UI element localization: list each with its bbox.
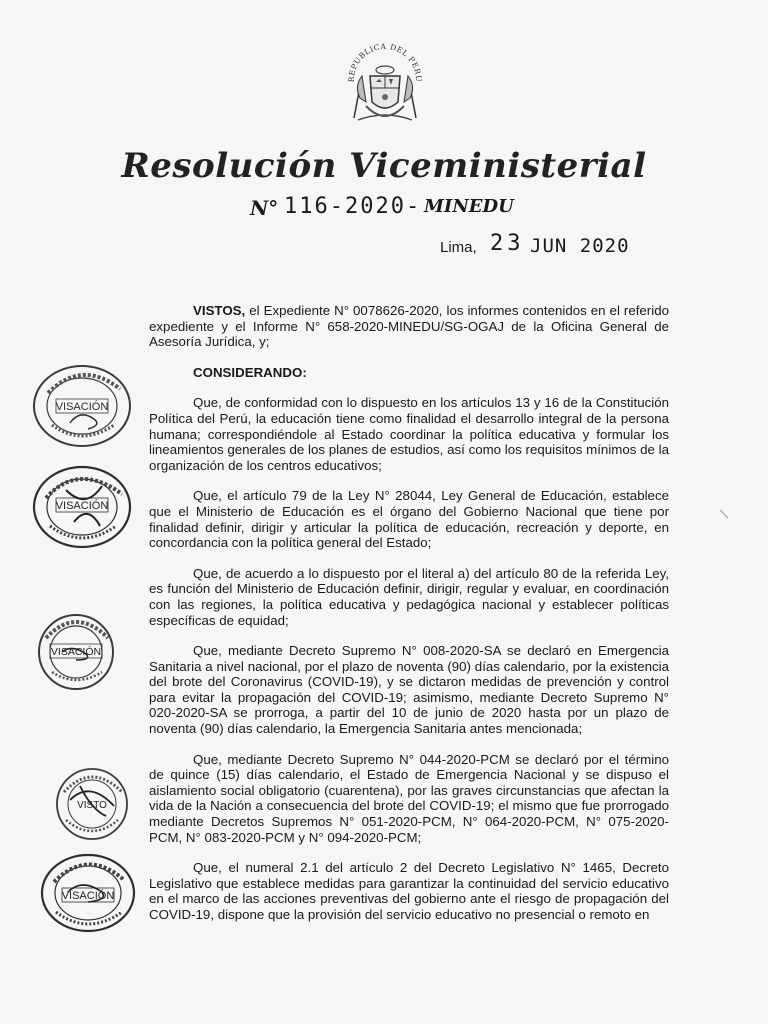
svg-text:VISACIÓN: VISACIÓN — [61, 890, 115, 902]
vistos-text: el Expediente N° 0078626-2020, los informes contenidos en el referido expediente y el Informe N° 658-2020-MINEDU/SG-OGAJ de la Oficina General de Asesoría Jurídica, y; — [149, 303, 669, 350]
scan-mark — [720, 505, 728, 513]
resolution-date — [440, 231, 640, 263]
paragraph-6: Que, el numeral 2.1 del artículo 2 del Decreto Legislativo N° 1465, Decreto Legislativo que establece medidas para garantizar la continuidad del servicio educativo en el marco de las acciones preventivas del gobierno ante el riesgo de propagación del COVID-19, dispone que la provisión del servicio educativo no presencial o remoto en — [149, 860, 669, 922]
svg-text:VISACIÓN: VISACIÓN — [55, 500, 109, 512]
document-title: Resolución Viceministerial — [121, 146, 647, 186]
coat-of-arms-seal — [340, 40, 430, 132]
visacion-stamp-1 — [30, 363, 134, 449]
svg-text:VISACIÓN: VISACIÓN — [50, 646, 102, 658]
visacion-stamp-5 — [38, 852, 138, 934]
resolution-number — [250, 194, 550, 226]
date-day: 23 — [490, 231, 525, 256]
svg-text:VISACIÓN: VISACIÓN — [55, 401, 109, 413]
seal-text: REPUBLICA DEL PERU — [346, 41, 424, 83]
svg-text:VISTO: VISTO — [77, 800, 107, 811]
visacion-stamp-2 — [30, 464, 134, 550]
number-prefix: N° — [250, 196, 279, 220]
date-label: Lima, — [440, 239, 477, 256]
paragraph-4: Que, mediante Decreto Supremo N° 008-2020-SA se declaró en Emergencia Sanitaria a nivel nacional, por el plazo de noventa (90) días calendario, por la existencia del brote del Coronavirus (COVID-19), y se dictaron medidas de prevención y control para evitar la propagación del COVID-19; asimismo, mediante Decreto Supremo N° 020-2020-SA se prorroga, a partir del 10 de junio de 2020 hasta por un plazo de noventa (90) días calendario, la Emergencia Sanitaria antes mencionada; — [149, 643, 669, 737]
number-suffix: MINEDU — [424, 196, 514, 217]
visacion-stamp-3 — [32, 612, 120, 692]
vistos-label: VISTOS, — [193, 303, 246, 318]
paragraph-2: Que, el artículo 79 de la Ley N° 28044, Ley General de Educación, establece que el Ministerio de Educación es el órgano del Gobierno Nacional que tiene por finalidad definir, dirigir y articular la política de educación, recreación y deporte, en concordancia con la política general del Estado; — [149, 488, 669, 551]
number-value: 116-2020- — [284, 194, 422, 219]
paragraph-3: Que, de acuerdo a lo dispuesto por el literal a) del artículo 80 de la referida Ley, es función del Ministerio de Educación definir, dirigir, regular y evaluar, en coordinación con las regiones, la política educativa y pedagógica nacional y establecer políticas específicas de equidad; — [149, 565, 669, 628]
visto-stamp-4 — [52, 766, 132, 842]
paragraph-1: Que, de conformidad con lo dispuesto en los artículos 13 y 16 de la Constitución Política del Perú, la educación tiene como finalidad el desarrollo integral de la persona humana; correspondiéndole al Estado coordinar la política educativa y formular los lineamientos generales de los planes de estudios, así como los requisitos mínimos de la organización de los centros educativos; — [149, 395, 669, 473]
considerando-heading: CONSIDERANDO: — [193, 364, 307, 380]
document-body — [149, 303, 669, 938]
date-month-year: JUN 2020 — [530, 235, 630, 257]
paragraph-5: Que, mediante Decreto Supremo N° 044-2020-PCM se declaró por el término de quince (15) días calendario, el Estado de Emergencia Nacional y se dispuso el aislamiento social obligatorio (cuarentena), por las graves circunstancias que afectan la vida de la Nación a consecuencia del brote del COVID-19; el mismo que fue prorrogado mediante Decretos Supremos N° 051-2020-PCM, N° 064-2020-PCM, N° 075-2020-PCM, N° 083-2020-PCM y N° 094-2020-PCM; — [149, 751, 669, 845]
vistos-paragraph — [149, 303, 669, 350]
